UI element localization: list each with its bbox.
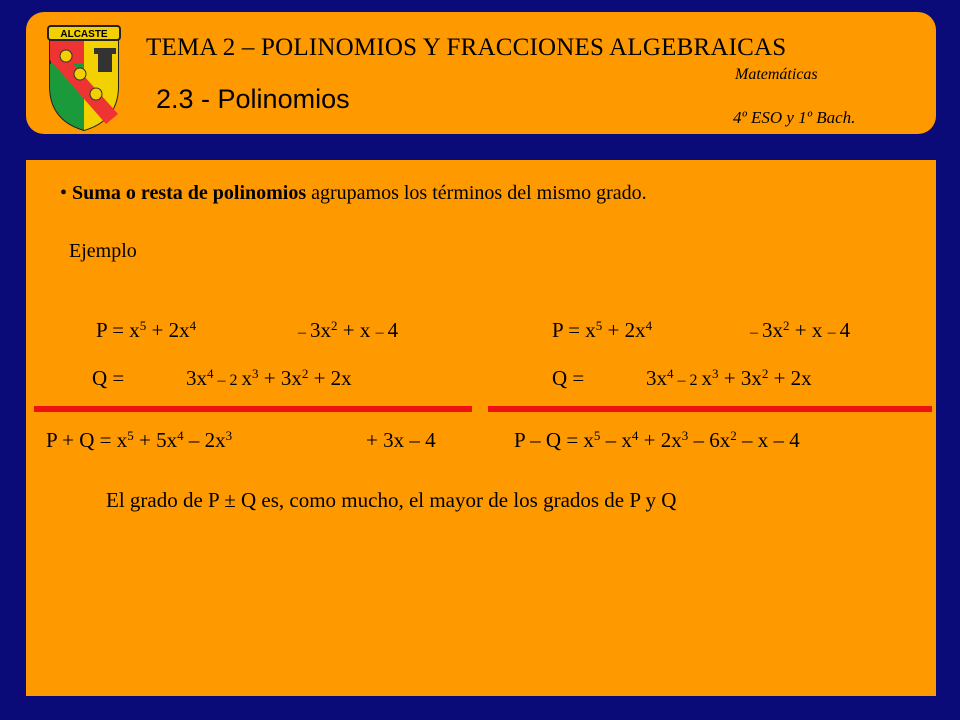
left-p-exp: 2 xyxy=(331,318,338,333)
right-p-exp: 5 xyxy=(595,318,603,333)
right-q-exp: 2 xyxy=(761,366,769,381)
left-p-exp: 5 xyxy=(139,318,147,333)
right-result-exp: 3 xyxy=(681,428,689,443)
right-result xyxy=(514,428,800,453)
left-p-exp: 4 xyxy=(189,318,197,333)
header-banner xyxy=(26,12,936,134)
left-result xyxy=(46,428,232,453)
section-title: 2.3 - Polinomios xyxy=(156,84,350,114)
right-result-term: – 6x xyxy=(688,428,731,452)
content-panel xyxy=(26,160,936,696)
left-polynomial-q xyxy=(186,366,352,391)
left-p-term: – xyxy=(375,324,388,341)
left-p-term: 3x xyxy=(310,318,331,342)
right-q-exp: 3 xyxy=(712,366,719,381)
left-polynomial-p xyxy=(96,318,196,343)
right-q-term: + 2x xyxy=(768,366,812,390)
left-result-term: + 5x xyxy=(133,428,178,452)
left-polynomial-p-tail xyxy=(298,318,398,343)
bullet-bold-text: Suma o resta de polinomios xyxy=(72,182,307,204)
left-result-exp: 4 xyxy=(177,428,184,443)
left-result-term: – 2x xyxy=(183,428,226,452)
right-q-label: Q = xyxy=(552,366,585,390)
left-p-term: + x xyxy=(337,318,376,342)
right-result-exp: 5 xyxy=(593,428,601,443)
right-p-term: P = x xyxy=(552,318,596,342)
logo-text: ALCASTE xyxy=(60,29,108,40)
right-polynomial-p xyxy=(552,318,652,343)
right-q-term: 3x xyxy=(646,366,667,390)
left-q-term: + 3x xyxy=(258,366,302,390)
right-result-term: + 2x xyxy=(638,428,682,452)
right-q-term: – 2 xyxy=(673,372,702,389)
left-p-term: P = x xyxy=(96,318,140,342)
right-p-term: 3x xyxy=(762,318,783,342)
right-polynomial-p-tail xyxy=(750,318,850,343)
left-result-exp: 5 xyxy=(127,428,134,443)
conclusion-text: El grado de P ± Q es, como mucho, el mayor de los grados de P y Q xyxy=(106,488,677,512)
left-result-tail: + 3x – 4 xyxy=(366,428,436,452)
bullet-text: agrupamos los términos del mismo grado. xyxy=(306,182,647,204)
left-q-exp: 2 xyxy=(301,366,309,381)
left-q-term: + 2x xyxy=(308,366,352,390)
right-q-exp: 4 xyxy=(667,366,674,381)
example-label: Ejemplo xyxy=(69,240,137,262)
right-p-exp: 2 xyxy=(783,318,790,333)
left-sum-rule xyxy=(34,406,472,412)
right-q-term: x xyxy=(701,366,712,390)
left-q-term: x xyxy=(241,366,252,390)
right-p-term: – xyxy=(750,324,762,341)
right-result-term: – x – 4 xyxy=(736,428,800,452)
left-p-term: – xyxy=(298,324,310,341)
left-q-label: Q = xyxy=(92,366,125,390)
right-p-term: – xyxy=(827,324,840,341)
right-p-term: + 2x xyxy=(602,318,646,342)
left-p-term: + 2x xyxy=(146,318,190,342)
left-q-term: 3x xyxy=(186,366,207,390)
level-label: 4º ESO y 1º Bach. xyxy=(733,108,856,127)
left-q-term: – 2 xyxy=(213,372,242,389)
subject-label: Matemáticas xyxy=(735,66,818,83)
right-result-exp: 2 xyxy=(730,428,737,443)
right-polynomial-q xyxy=(646,366,812,391)
right-difference-rule xyxy=(488,406,932,412)
bullet-icon: • xyxy=(60,182,68,204)
right-result-exp: 4 xyxy=(631,428,639,443)
right-result-term: P – Q = x xyxy=(514,428,594,452)
left-result-term: P + Q = x xyxy=(46,428,128,452)
left-result-exp: 3 xyxy=(225,428,233,443)
alcaste-shield-logo xyxy=(46,24,122,132)
page-title: TEMA 2 – POLINOMIOS Y FRACCIONES ALGEBRAICAS xyxy=(146,34,787,61)
left-q-exp: 4 xyxy=(207,366,214,381)
left-p-term: 4 xyxy=(387,318,399,342)
right-p-term: + x xyxy=(789,318,828,342)
right-p-term: 4 xyxy=(839,318,851,342)
left-q-exp: 3 xyxy=(252,366,259,381)
right-result-term: – x xyxy=(600,428,632,452)
bullet-line xyxy=(60,182,647,205)
right-q-term: + 3x xyxy=(718,366,762,390)
right-p-exp: 4 xyxy=(645,318,653,333)
